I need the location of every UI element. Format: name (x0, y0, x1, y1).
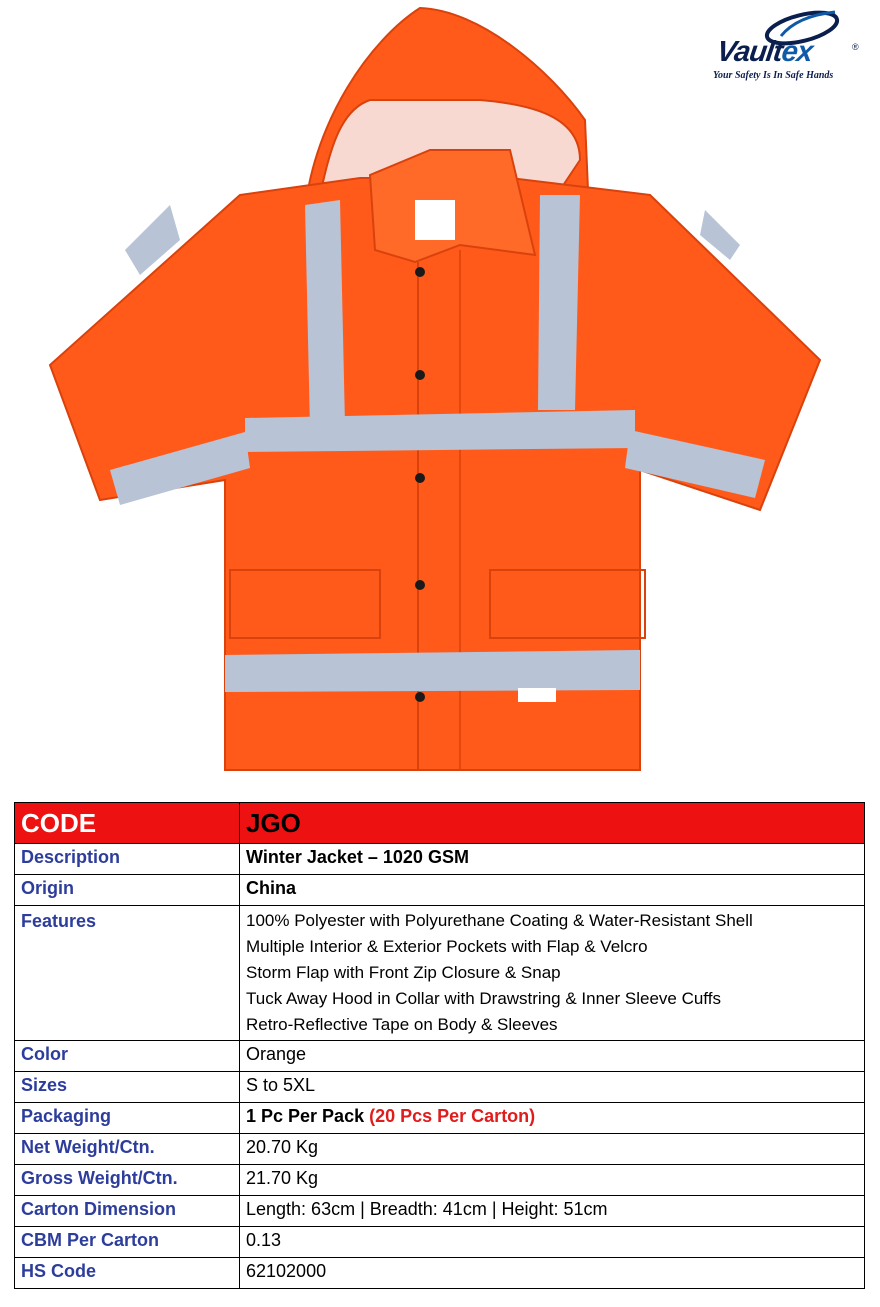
carton-dimension-label: Carton Dimension (15, 1196, 240, 1227)
table-row (15, 1103, 865, 1134)
hs-code-value: 62102000 (240, 1258, 865, 1289)
color-value: Orange (240, 1041, 865, 1072)
code-value: JGO (240, 803, 865, 844)
cbm-label: CBM Per Carton (15, 1227, 240, 1258)
packaging-carton: (20 Pcs Per Carton) (369, 1106, 536, 1126)
sizes-value: S to 5XL (240, 1072, 865, 1103)
sizes-label: Sizes (15, 1072, 240, 1103)
packaging-pack: 1 Pc Per Pack (246, 1106, 365, 1126)
origin-label: Origin (15, 875, 240, 906)
code-label: CODE (15, 803, 240, 844)
description-value: Winter Jacket – 1020 GSM (240, 844, 865, 875)
gross-weight-value: 21.70 Kg (240, 1165, 865, 1196)
table-row (15, 1134, 865, 1165)
net-weight-label: Net Weight/Ctn. (15, 1134, 240, 1165)
table-row (15, 844, 865, 875)
table-row (15, 906, 865, 1041)
table-row (15, 1227, 865, 1258)
feature-item: Storm Flap with Front Zip Closure & Snap (246, 963, 561, 982)
logo-tagline: Your Safety Is In Safe Hands (713, 70, 834, 81)
table-row (15, 875, 865, 906)
jacket-product-image (40, 0, 840, 790)
table-header-row (15, 803, 865, 844)
table-row (15, 1196, 865, 1227)
cbm-value: 0.13 (240, 1227, 865, 1258)
spec-table (14, 802, 865, 1289)
gross-weight-label: Gross Weight/Ctn. (15, 1165, 240, 1196)
feature-item: Retro-Reflective Tape on Body & Sleeves (246, 1015, 558, 1034)
packaging-label: Packaging (15, 1103, 240, 1134)
description-label: Description (15, 844, 240, 875)
carton-dimension-value: Length: 63cm | Breadth: 41cm | Height: 51cm (240, 1196, 865, 1227)
packaging-value (240, 1103, 865, 1134)
hs-code-label: HS Code (15, 1258, 240, 1289)
features-value (240, 906, 865, 1041)
feature-item: 100% Polyester with Polyurethane Coating & Water-Resistant Shell (246, 911, 753, 930)
table-row (15, 1258, 865, 1289)
table-row (15, 1072, 865, 1103)
feature-item: Tuck Away Hood in Collar with Drawstring & Inner Sleeve Cuffs (246, 989, 721, 1008)
logo-wordmark: Vaultex (714, 36, 815, 68)
table-row (15, 1041, 865, 1072)
table-row (15, 1165, 865, 1196)
registered-mark: ® (852, 42, 859, 52)
net-weight-value: 20.70 Kg (240, 1134, 865, 1165)
features-label: Features (15, 906, 240, 1041)
origin-value: China (240, 875, 865, 906)
color-label: Color (15, 1041, 240, 1072)
feature-item: Multiple Interior & Exterior Pockets with Flap & Velcro (246, 937, 648, 956)
